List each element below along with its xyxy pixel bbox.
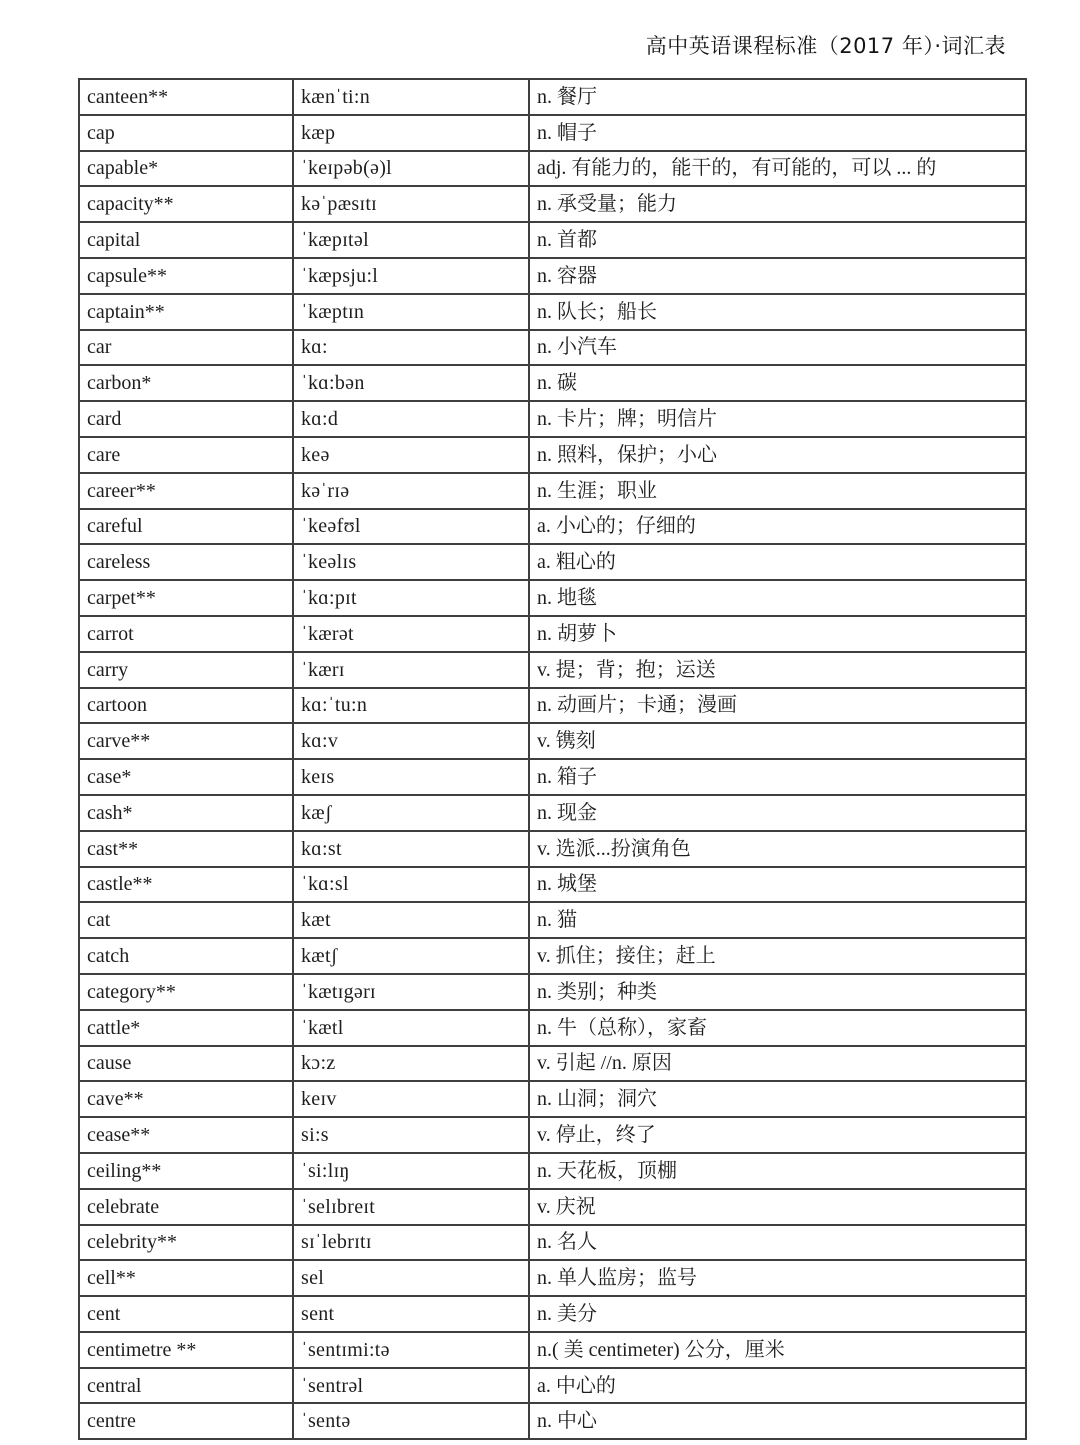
word-cell: cause xyxy=(79,1046,293,1082)
word-cell: cease** xyxy=(79,1117,293,1153)
table-row xyxy=(79,1225,1026,1261)
table-row xyxy=(79,867,1026,903)
phonetic-cell: kəˈpæsɪtɪ xyxy=(293,186,529,222)
phonetic-cell: keɪv xyxy=(293,1081,529,1117)
meaning-cell: n. 帽子 xyxy=(529,115,1026,151)
table-row xyxy=(79,473,1026,509)
meaning-cell: n. 中心 xyxy=(529,1403,1026,1439)
phonetic-cell: kɑ:st xyxy=(293,831,529,867)
table-row xyxy=(79,795,1026,831)
table-row xyxy=(79,652,1026,688)
table-row xyxy=(79,580,1026,616)
word-cell: capable* xyxy=(79,151,293,187)
meaning-cell: n. 单人监房；监号 xyxy=(529,1260,1026,1296)
meaning-cell: n. 卡片；牌；明信片 xyxy=(529,401,1026,437)
table-row xyxy=(79,1368,1026,1404)
word-cell: central xyxy=(79,1368,293,1404)
meaning-cell: n. 山洞；洞穴 xyxy=(529,1081,1026,1117)
phonetic-cell: ˈkeɪpəb(ə)l xyxy=(293,151,529,187)
phonetic-cell: kɑ:d xyxy=(293,401,529,437)
meaning-cell: n. 美分 xyxy=(529,1296,1026,1332)
table-row xyxy=(79,723,1026,759)
meaning-cell: v. 选派...扮演角色 xyxy=(529,831,1026,867)
word-cell: careless xyxy=(79,544,293,580)
phonetic-cell: ˈkætl xyxy=(293,1010,529,1046)
word-cell: centimetre ** xyxy=(79,1332,293,1368)
table-row xyxy=(79,616,1026,652)
word-cell: case* xyxy=(79,759,293,795)
word-cell: careful xyxy=(79,509,293,545)
phonetic-cell: ˈsentə xyxy=(293,1403,529,1439)
word-cell: carrot xyxy=(79,616,293,652)
phonetic-cell: sel xyxy=(293,1260,529,1296)
page-header-title: 高中英语课程标准（2017 年）·词汇表 xyxy=(645,34,1006,58)
phonetic-cell: kɑ: xyxy=(293,330,529,366)
word-cell: capsule** xyxy=(79,258,293,294)
phonetic-cell: kætʃ xyxy=(293,938,529,974)
phonetic-cell: ˈsentɪmi:tə xyxy=(293,1332,529,1368)
word-cell: cash* xyxy=(79,795,293,831)
phonetic-cell: kɑ:ˈtu:n xyxy=(293,688,529,724)
phonetic-cell: keə xyxy=(293,437,529,473)
phonetic-cell: ˈkætɪgərɪ xyxy=(293,974,529,1010)
phonetic-cell: sɪˈlebrɪtɪ xyxy=(293,1225,529,1261)
meaning-cell: n. 类别；种类 xyxy=(529,974,1026,1010)
word-cell: cast** xyxy=(79,831,293,867)
table-row xyxy=(79,831,1026,867)
word-cell: category** xyxy=(79,974,293,1010)
table-row xyxy=(79,1117,1026,1153)
meaning-cell: v. 引起 //n. 原因 xyxy=(529,1046,1026,1082)
table-row xyxy=(79,1332,1026,1368)
word-cell: centre xyxy=(79,1403,293,1439)
table-row xyxy=(79,1153,1026,1189)
table-row xyxy=(79,437,1026,473)
meaning-cell: n. 首都 xyxy=(529,222,1026,258)
vocab-table xyxy=(78,78,1027,1440)
meaning-cell: n. 队长；船长 xyxy=(529,294,1026,330)
phonetic-cell: kænˈti:n xyxy=(293,79,529,115)
table-row xyxy=(79,509,1026,545)
phonetic-cell: si:s xyxy=(293,1117,529,1153)
phonetic-cell: ˈsentrəl xyxy=(293,1368,529,1404)
table-row xyxy=(79,688,1026,724)
table-row xyxy=(79,1010,1026,1046)
phonetic-cell: ˈkɑ:bən xyxy=(293,365,529,401)
word-cell: car xyxy=(79,330,293,366)
vocab-table-body xyxy=(79,79,1026,1439)
phonetic-cell: kæp xyxy=(293,115,529,151)
phonetic-cell: ˈselɪbreɪt xyxy=(293,1189,529,1225)
table-row xyxy=(79,938,1026,974)
phonetic-cell: kəˈrɪə xyxy=(293,473,529,509)
meaning-cell: n. 承受量；能力 xyxy=(529,186,1026,222)
word-cell: celebrity** xyxy=(79,1225,293,1261)
word-cell: celebrate xyxy=(79,1189,293,1225)
phonetic-cell: kɔ:z xyxy=(293,1046,529,1082)
table-row xyxy=(79,1046,1026,1082)
phonetic-cell: kæʃ xyxy=(293,795,529,831)
phonetic-cell: ˈkærɪ xyxy=(293,652,529,688)
phonetic-cell: ˈkæpsju:l xyxy=(293,258,529,294)
word-cell: carry xyxy=(79,652,293,688)
meaning-cell: a. 中心的 xyxy=(529,1368,1026,1404)
word-cell: catch xyxy=(79,938,293,974)
meaning-cell: n. 生涯；职业 xyxy=(529,473,1026,509)
phonetic-cell: ˈkɑ:sl xyxy=(293,867,529,903)
word-cell: castle** xyxy=(79,867,293,903)
word-cell: capital xyxy=(79,222,293,258)
word-cell: canteen** xyxy=(79,79,293,115)
table-row xyxy=(79,186,1026,222)
table-row xyxy=(79,294,1026,330)
word-cell: carve** xyxy=(79,723,293,759)
meaning-cell: n. 小汽车 xyxy=(529,330,1026,366)
table-row xyxy=(79,115,1026,151)
word-cell: cat xyxy=(79,902,293,938)
word-cell: cartoon xyxy=(79,688,293,724)
meaning-cell: a. 小心的；仔细的 xyxy=(529,509,1026,545)
meaning-cell: v. 庆祝 xyxy=(529,1189,1026,1225)
phonetic-cell: kɑ:v xyxy=(293,723,529,759)
table-row xyxy=(79,365,1026,401)
word-cell: carbon* xyxy=(79,365,293,401)
phonetic-cell: ˈkeəfʊl xyxy=(293,509,529,545)
word-cell: card xyxy=(79,401,293,437)
word-cell: ceiling** xyxy=(79,1153,293,1189)
meaning-cell: n. 天花板，顶棚 xyxy=(529,1153,1026,1189)
word-cell: captain** xyxy=(79,294,293,330)
meaning-cell: n. 地毯 xyxy=(529,580,1026,616)
word-cell: cave** xyxy=(79,1081,293,1117)
meaning-cell: n. 名人 xyxy=(529,1225,1026,1261)
table-row xyxy=(79,258,1026,294)
meaning-cell: n. 城堡 xyxy=(529,867,1026,903)
meaning-cell: a. 粗心的 xyxy=(529,544,1026,580)
phonetic-cell: ˈkæptɪn xyxy=(293,294,529,330)
phonetic-cell: ˈkærət xyxy=(293,616,529,652)
meaning-cell: n. 动画片；卡通；漫画 xyxy=(529,688,1026,724)
word-cell: cattle* xyxy=(79,1010,293,1046)
table-row xyxy=(79,222,1026,258)
phonetic-cell: ˈkeəlɪs xyxy=(293,544,529,580)
meaning-cell: n. 胡萝卜 xyxy=(529,616,1026,652)
table-row xyxy=(79,759,1026,795)
word-cell: carpet** xyxy=(79,580,293,616)
word-cell: cell** xyxy=(79,1260,293,1296)
word-cell: capacity** xyxy=(79,186,293,222)
meaning-cell: n. 猫 xyxy=(529,902,1026,938)
table-row xyxy=(79,151,1026,187)
word-cell: cap xyxy=(79,115,293,151)
table-row xyxy=(79,974,1026,1010)
phonetic-cell: ˈsi:lɪŋ xyxy=(293,1153,529,1189)
table-row xyxy=(79,544,1026,580)
table-row xyxy=(79,1403,1026,1439)
meaning-cell: n. 餐厅 xyxy=(529,79,1026,115)
word-cell: care xyxy=(79,437,293,473)
meaning-cell: n. 碳 xyxy=(529,365,1026,401)
table-row xyxy=(79,330,1026,366)
table-row xyxy=(79,401,1026,437)
meaning-cell: n. 箱子 xyxy=(529,759,1026,795)
meaning-cell: n.( 美 centimeter) 公分，厘米 xyxy=(529,1332,1026,1368)
meaning-cell: v. 提；背；抱；运送 xyxy=(529,652,1026,688)
table-row xyxy=(79,1189,1026,1225)
table-row xyxy=(79,1296,1026,1332)
phonetic-cell: ˈkæpɪtəl xyxy=(293,222,529,258)
meaning-cell: n. 照料，保护；小心 xyxy=(529,437,1026,473)
meaning-cell: v. 停止，终了 xyxy=(529,1117,1026,1153)
word-cell: career** xyxy=(79,473,293,509)
phonetic-cell: kæt xyxy=(293,902,529,938)
meaning-cell: n. 容器 xyxy=(529,258,1026,294)
table-row xyxy=(79,1260,1026,1296)
phonetic-cell: sent xyxy=(293,1296,529,1332)
table-row xyxy=(79,1081,1026,1117)
phonetic-cell: ˈkɑ:pɪt xyxy=(293,580,529,616)
meaning-cell: v. 镌刻 xyxy=(529,723,1026,759)
meaning-cell: v. 抓住；接住；赶上 xyxy=(529,938,1026,974)
meaning-cell: n. 现金 xyxy=(529,795,1026,831)
phonetic-cell: keɪs xyxy=(293,759,529,795)
word-cell: cent xyxy=(79,1296,293,1332)
table-row xyxy=(79,79,1026,115)
meaning-cell: adj. 有能力的，能干的，有可能的，可以 ... 的 xyxy=(529,151,1026,187)
table-row xyxy=(79,902,1026,938)
meaning-cell: n. 牛（总称），家畜 xyxy=(529,1010,1026,1046)
